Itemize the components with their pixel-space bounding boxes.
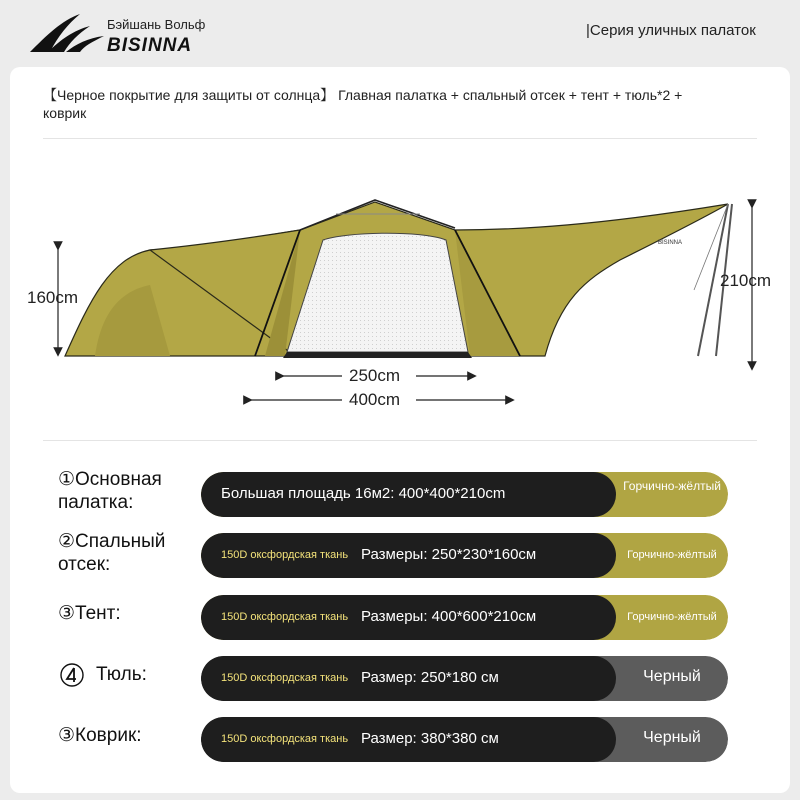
spec-sleeping-size: Размеры: 250*230*160см [361, 546, 537, 563]
spec-sleeping-color: Горчично-жёлтый [627, 549, 717, 561]
spec-sleeping-label: ②Спальный отсек: [58, 531, 166, 575]
width-inner-label: 250cm [349, 366, 401, 385]
spec-mat-color: Черный [643, 729, 701, 746]
number-four-icon [60, 661, 84, 689]
spec-main-tent-pill [201, 472, 728, 517]
divider-bottom [43, 440, 757, 441]
spec-tulle-fabric: 150D оксфордская ткань [221, 672, 349, 684]
spec-tulle-label: Тюль: [96, 664, 147, 685]
brand-name: BISINNA [107, 35, 193, 56]
product-description: 【Черное покрытие для защиты от солнца】 Главная палатка + спальный отсек + тент + тюль*2 + коврик [43, 87, 683, 121]
spec-mat-fabric: 150D оксфордская ткань [221, 733, 349, 745]
spec-tulle-pill [201, 656, 728, 701]
brand-subtitle: Бэйшань Вольф [107, 17, 206, 32]
spec-mat-pill [201, 717, 728, 762]
spec-tulle-size: Размер: 250*180 см [361, 669, 499, 686]
spec-tarp-color: Горчично-жёлтый [627, 611, 717, 623]
tarp-logo-icon: BISINNA [658, 240, 683, 246]
height-left-label: 160cm [27, 288, 79, 307]
spec-sleeping-fabric: 150D оксфордская ткань [221, 549, 349, 561]
door-sill [283, 352, 472, 358]
spec-sleeping-pill [201, 533, 728, 578]
spec-tulle-color: Черный [643, 668, 701, 685]
spec-tarp-fabric: 150D оксфордская ткань [221, 611, 349, 623]
spec-main-tent-label: ①Основная палатка: [58, 469, 162, 513]
spec-tarp-size: Размеры: 400*600*210см [361, 608, 537, 625]
series-title: |Серия уличных палаток [586, 22, 756, 39]
spec-main-tent-size: Большая площадь 16м2: 400*400*210cm [221, 485, 506, 502]
height-right-label: 210cm [720, 271, 772, 290]
spec-tarp-label: ③Тент: [58, 603, 121, 624]
width-outer-label: 400cm [349, 390, 401, 409]
spec-mat-label: ③Коврик: [58, 725, 142, 746]
spec-tarp-pill [201, 595, 728, 640]
spec-mat-size: Размер: 380*380 см [361, 730, 499, 747]
spec-main-tent-color: Горчично-жёлтый [623, 479, 721, 493]
